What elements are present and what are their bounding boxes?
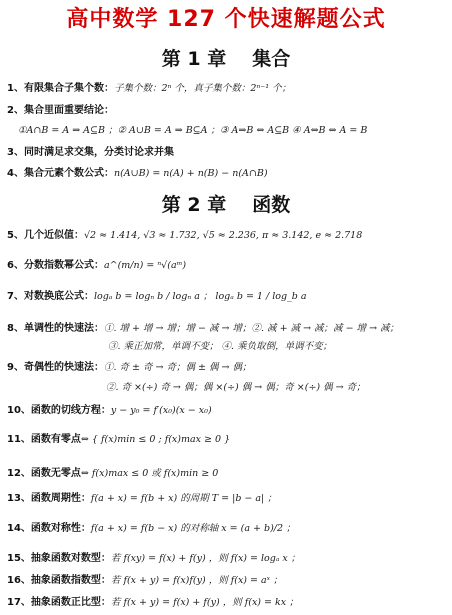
page-title: 高中数学 127 个快速解题公式: [66, 7, 386, 32]
item-label: 函数周期性：: [30, 493, 91, 504]
item-formula: ②. 奇 ×(÷) 奇 → 偶；偶 ×(÷) 偶 → 偶；奇 ×(÷) 偶 → 奇；: [106, 382, 366, 393]
item-formula: y − y₀ = f′(x₀)(x − x₀): [110, 405, 212, 416]
item-label: 对数换底公式：: [23, 291, 94, 302]
list-item: [7, 259, 448, 273]
item-label: 分数指数幂公式：: [23, 260, 104, 271]
item-label: 有限集合子集个数：: [23, 83, 114, 94]
item-number: 15、: [7, 553, 31, 564]
item-label: 单调性的快速法：: [23, 323, 104, 334]
chapter-number: 第 1 章: [161, 48, 227, 70]
item-formula: ⇔ f(x)max ≤ 0 或 f(x)min ≥ 0: [80, 468, 219, 479]
list-item: [7, 229, 448, 243]
list-item: [7, 104, 448, 118]
item-formula: ①. 奇 ± 奇 → 奇；偶 ± 偶 → 偶；: [103, 362, 252, 373]
list-item-continuation: [106, 381, 448, 395]
item-number: 16、: [7, 575, 31, 586]
chapter-heading: [0, 44, 452, 71]
item-number: 13、: [7, 493, 31, 504]
item-label: 抽象函数对数型：: [30, 553, 111, 564]
list-item: [7, 433, 448, 447]
item-formula: logₐ b = logₙ b / logₙ a ； logₐ b = 1 / log_b a: [93, 291, 307, 302]
chapter-name: 集合: [252, 48, 291, 70]
item-formula: 若 f(x + y) = f(x) + f(y) ，则 f(x) = kx ；: [110, 597, 299, 608]
chapter-number: 第 2 章: [161, 194, 227, 216]
item-formula: 子集个数：2ⁿ 个，真子集个数：2ⁿ⁻¹ 个；: [113, 83, 292, 94]
list-item: [7, 522, 448, 536]
item-label: 抽象函数正比型：: [30, 597, 111, 608]
list-item-continuation: [108, 340, 448, 354]
item-label: 集合元素个数公式：: [23, 168, 114, 179]
list-item: [7, 552, 448, 566]
list-item: [7, 467, 448, 481]
item-number: 2、: [7, 105, 24, 116]
list-item: [7, 492, 448, 506]
list-item: [7, 322, 448, 336]
item-formula: 若 f(xy) = f(x) + f(y) ，则 f(x) = logₐ x ；: [110, 553, 301, 564]
item-formula: ①. 增 + 增 → 增；增 − 减 → 增；②. 减 + 减 → 减；减 − 增 → 减；: [103, 323, 400, 334]
item-number: 9、: [7, 362, 24, 373]
list-item: [7, 574, 448, 588]
item-number: 5、: [7, 230, 24, 241]
list-item: [7, 167, 448, 181]
item-number: 7、: [7, 291, 24, 302]
item-label: 函数无零点: [30, 468, 81, 479]
item-label: 函数有零点: [30, 434, 81, 445]
item-label: 函数的切线方程：: [30, 405, 111, 416]
item-label: 奇偶性的快速法：: [23, 362, 104, 373]
item-formula: √2 ≈ 1.414, √3 ≈ 1.732, √5 ≈ 2.236, π ≈ 3.142, e ≈ 2.718: [83, 230, 363, 241]
item-number: 6、: [7, 260, 24, 271]
item-formula: a^(m/n) = ⁿ√(aᵐ): [103, 260, 187, 271]
list-item: [7, 361, 448, 375]
list-item-continuation: [18, 124, 448, 138]
item-formula: ③. 乘正加常，单调不变； ④. 乘负取倒，单调不变；: [108, 341, 333, 352]
item-label: 抽象函数指数型：: [30, 575, 111, 586]
item-formula: f(a + x) = f(b − x) 的对称轴 x = (a + b)/2 ；: [90, 523, 296, 534]
chapter-heading: [0, 190, 452, 217]
list-item: [7, 290, 448, 304]
item-formula: n(A∪B) = n(A) + n(B) − n(A∩B): [113, 168, 268, 179]
item-number: 11、: [7, 434, 31, 445]
item-number: 10、: [7, 405, 31, 416]
item-number: 1、: [7, 83, 24, 94]
item-number: 17、: [7, 597, 31, 608]
item-formula: f(a + x) = f(b + x) 的周期 T = |b − a| ；: [90, 493, 277, 504]
item-formula: ①A∩B = A ⇒ A⊆B ；② A∪B = A ⇒ B⊆A ；③ A⇒B ⇔ A⊆B ④ A⇔B ⇔ A = B: [18, 125, 368, 136]
item-number: 3、: [7, 147, 24, 158]
list-item: [7, 82, 448, 96]
list-item: [7, 146, 448, 160]
chapter-name: 函数: [252, 194, 291, 216]
list-item: [7, 596, 448, 610]
item-label: 函数对称性：: [30, 523, 91, 534]
item-label: 集合里面重要结论：: [23, 105, 114, 116]
item-number: 14、: [7, 523, 31, 534]
item-number: 12、: [7, 468, 31, 479]
item-formula: ⇔ { f(x)min ≤ 0 ; f(x)max ≥ 0 }: [80, 434, 231, 445]
item-number: 4、: [7, 168, 24, 179]
item-label: 同时满足求交集，分类讨论求并集: [23, 147, 174, 158]
item-formula: 若 f(x + y) = f(x)f(y) ，则 f(x) = aˣ ；: [110, 575, 283, 586]
item-number: 8、: [7, 323, 24, 334]
list-item: [7, 404, 448, 418]
item-label: 几个近似值：: [23, 230, 84, 241]
